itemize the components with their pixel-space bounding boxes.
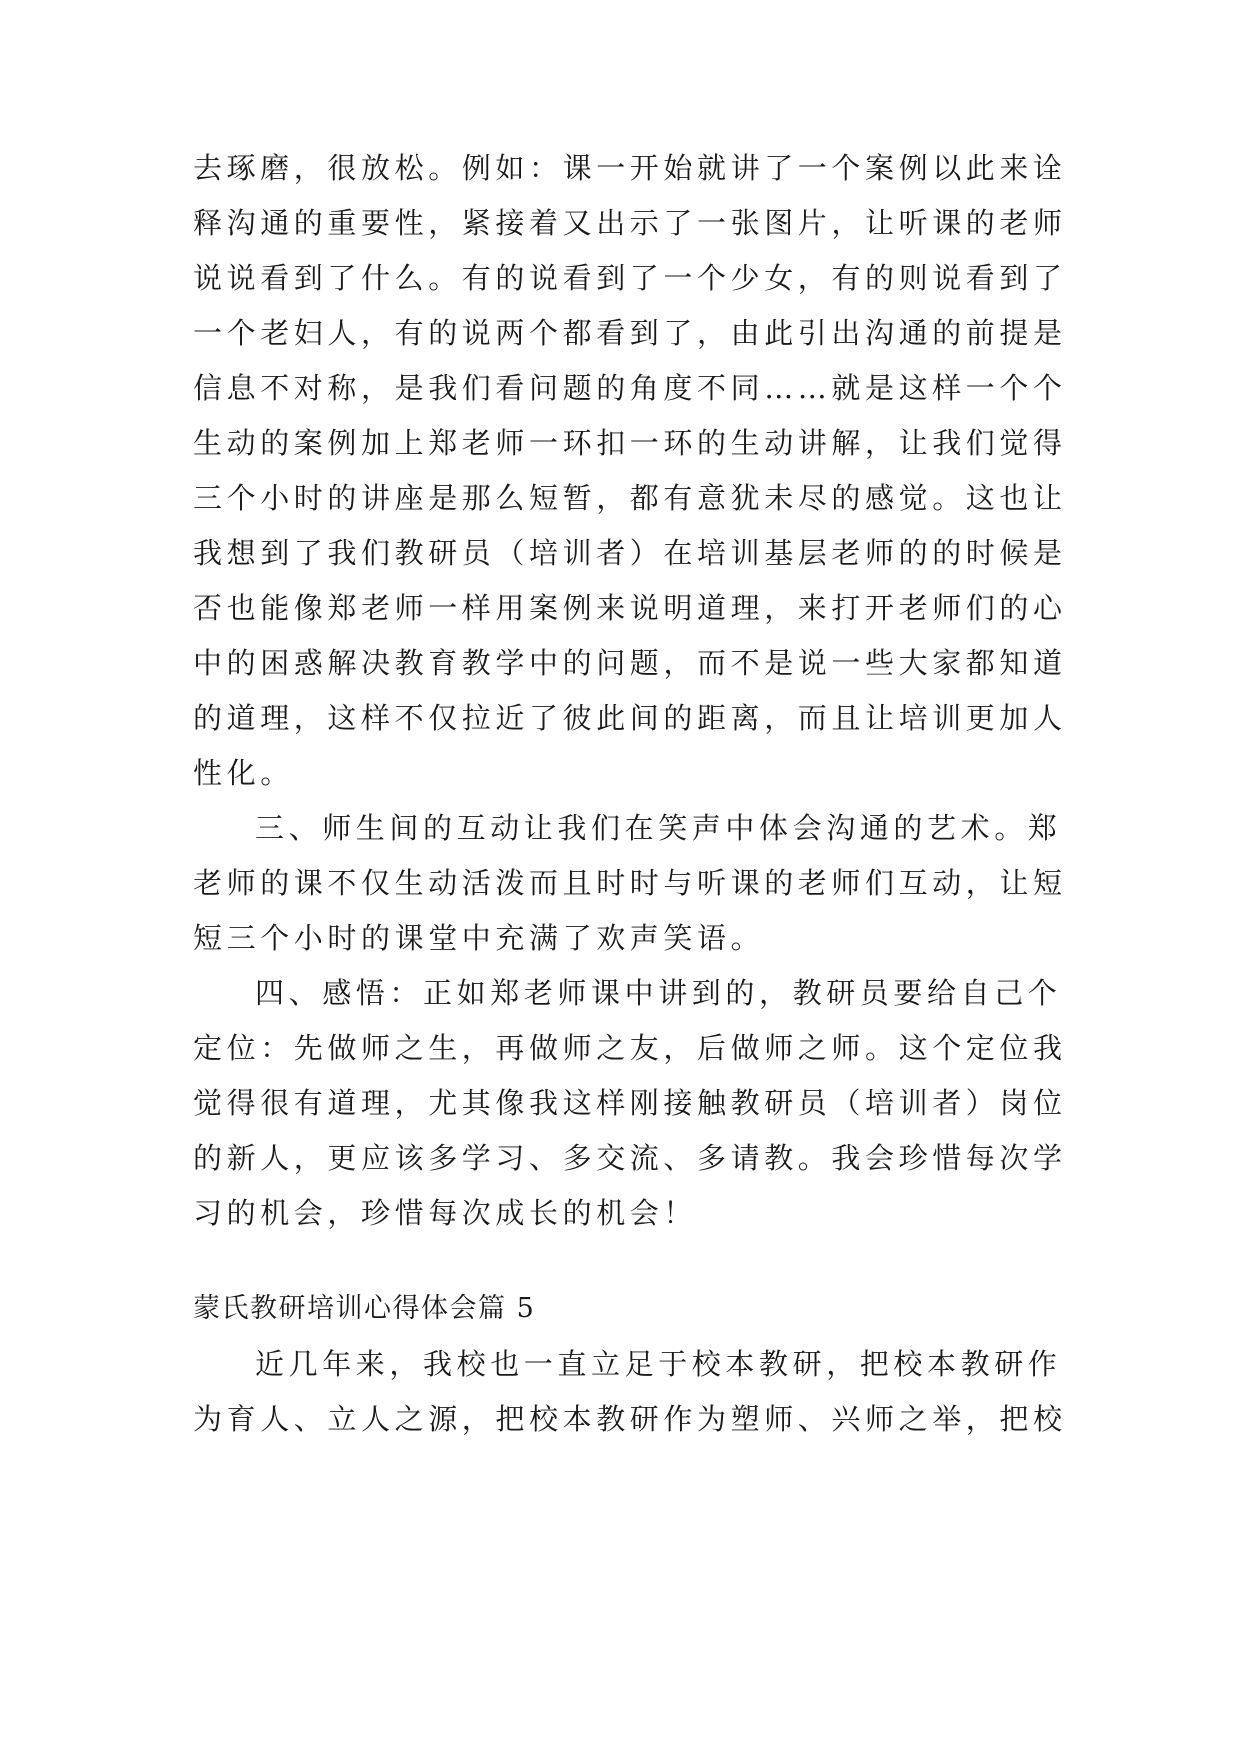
paragraph-1-line-1: 去琢磨，很放松。例如：课一开始就讲了一个案例以此来诠 <box>193 151 1067 185</box>
paragraph-1-line-8: 我想到了我们教研员（培训者）在培训基层老师的的时候是 <box>193 536 1067 570</box>
paragraph-1-line-9: 否也能像郑老师一样用案例来说明道理，来打开老师们的心 <box>193 591 1067 625</box>
paragraph-1-line-4: 一个老妇人，有的说两个都看到了，由此引出沟通的前提是 <box>193 316 1067 350</box>
paragraph-1-line-2: 释沟通的重要性，紧接着又出示了一张图片，让听课的老师 <box>193 206 1067 240</box>
paragraph-4-line-2: 为育人、立人之源，把校本教研作为塑师、兴师之举，把校 <box>193 1402 1067 1436</box>
paragraph-1-line-3: 说说看到了什么。有的说看到了一个少女，有的则说看到了 <box>193 261 1067 295</box>
paragraph-3-line-1: 四、感悟：正如郑老师课中讲到的，教研员要给自己个 <box>255 976 1062 1010</box>
paragraph-1-line-11: 的道理，这样不仅拉近了彼此间的距离，而且让培训更加人 <box>193 701 1067 735</box>
paragraph-3-line-3: 觉得很有道理，尤其像我这样刚接触教研员（培训者）岗位 <box>193 1086 1067 1120</box>
paragraph-1-line-12: 性化。 <box>193 756 294 790</box>
paragraph-2-line-3: 短三个小时的课堂中充满了欢声笑语。 <box>193 921 765 955</box>
section-heading: 蒙氏教研培训心得体会篇 5 <box>193 1293 536 1324</box>
paragraph-3-line-4: 的新人，更应该多学习、多交流、多请教。我会珍惜每次学 <box>193 1141 1067 1175</box>
paragraph-2-line-1: 三、师生间的互动让我们在笑声中体会沟通的艺术。郑 <box>255 811 1062 845</box>
paragraph-3-line-2: 定位：先做师之生，再做师之友，后做师之师。这个定位我 <box>193 1031 1067 1065</box>
paragraph-1-line-10: 中的困惑解决教育教学中的问题，而不是说一些大家都知道 <box>193 646 1067 680</box>
paragraph-2-line-2: 老师的课不仅生动活泼而且时时与听课的老师们互动，让短 <box>193 866 1067 900</box>
paragraph-1-line-5: 信息不对称，是我们看问题的角度不同……就是这样一个个 <box>193 371 1067 405</box>
paragraph-1-line-7: 三个小时的讲座是那么短暂，都有意犹未尽的感觉。这也让 <box>193 481 1067 515</box>
paragraph-1-line-6: 生动的案例加上郑老师一环扣一环的生动讲解，让我们觉得 <box>193 426 1067 460</box>
paragraph-4-line-1: 近几年来，我校也一直立足于校本教研，把校本教研作 <box>255 1347 1062 1381</box>
paragraph-3-line-5: 习的机会，珍惜每次成长的机会！ <box>193 1196 698 1230</box>
